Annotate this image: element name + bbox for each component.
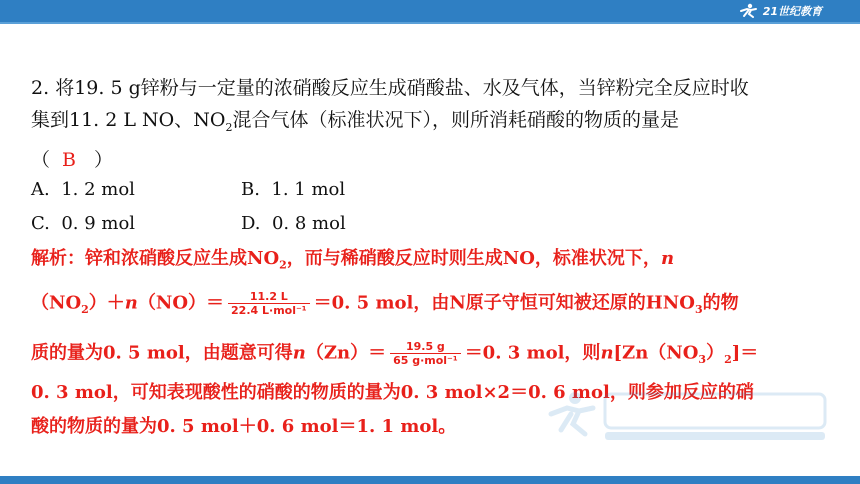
logo-text: 21世纪教育 (762, 5, 822, 18)
option-label: C. (31, 213, 50, 234)
option-b (241, 178, 345, 202)
question-line-2 (31, 104, 831, 144)
option-text: 0. 9 mol (61, 213, 136, 234)
variable-n: n (292, 342, 306, 364)
question-block (31, 72, 831, 176)
solution-line-2 (31, 290, 841, 323)
variable-n: n (124, 292, 138, 314)
question-text-2b: 混合气体（标准状况下），则所消耗硝酸的物质的量是 (232, 109, 679, 131)
option-text: 1. 2 mol (61, 179, 135, 200)
question-number: 2. (31, 77, 50, 99)
bottom-bar (0, 476, 860, 484)
solution-text: ）＋ (88, 292, 125, 314)
option-label: A. (31, 179, 50, 200)
question-text-1: 将19. 5 g锌粉与一定量的浓硝酸反应生成硝酸盐、水及气体，当锌粉完全反应时收 (55, 77, 749, 99)
fraction-numerator: 11.2 L (228, 290, 310, 304)
fraction-mass (390, 340, 461, 367)
fraction-denominator: 65 g·mol⁻¹ (393, 354, 458, 367)
solution-text: ]＝ (731, 342, 759, 364)
option-text: 0. 8 mol (271, 213, 346, 234)
solution-text: ） (706, 342, 725, 364)
fraction-volume (228, 290, 310, 317)
solution-text: ＝0. 3 mol，则 (464, 342, 601, 364)
question-line-1 (31, 72, 831, 104)
solution-text: [Zn（NO (613, 342, 699, 364)
option-a (31, 178, 135, 202)
header-divider (0, 22, 860, 24)
solution-line-4: 0. 3 mol，可知表现酸性的硝酸的物质的量为0. 3 mol×2＝0. 6 mol，则参加反应的硝 (31, 382, 754, 403)
answer-letter: B (62, 148, 76, 171)
variable-n: n (600, 342, 614, 364)
runner-logo-icon (737, 3, 759, 19)
subscript: 2 (81, 303, 89, 317)
option-text: 1. 1 mol (271, 179, 346, 200)
solution-text: （NO (31, 292, 82, 314)
subscript: 3 (694, 303, 703, 317)
paren-open: （ (31, 148, 51, 171)
solution-text: ＝0. 5 mol，由N原子守恒可知被还原的HNO (313, 292, 695, 314)
fraction-denominator: 22.4 L·mol⁻¹ (231, 304, 307, 317)
watermark-logo-icon (545, 386, 835, 446)
top-header-bar (0, 0, 860, 22)
subscript: 2 (225, 120, 233, 134)
option-label: B. (241, 179, 260, 200)
solution-line-3 (31, 340, 841, 373)
solution-line-1 (31, 246, 841, 279)
solution-text: ，而与稀硝酸反应时则生成NO，标准状况下， (286, 248, 661, 269)
paren-close: ） (93, 148, 113, 171)
variable-n: n (660, 248, 675, 269)
solution-text: （NO）＝ (137, 292, 225, 314)
solution-text: 解析：锌和浓硝酸反应生成NO (31, 248, 280, 269)
fraction-numerator: 19.5 g (390, 340, 461, 354)
option-d (241, 212, 346, 236)
option-c (31, 212, 135, 236)
answer-line (31, 144, 831, 176)
solution-text: 的物 (702, 292, 739, 314)
subscript: 3 (698, 353, 707, 367)
solution-text: （Zn）＝ (305, 342, 387, 364)
brand-logo (737, 2, 822, 20)
subscript: 2 (279, 258, 287, 272)
solution-line-5: 酸的物质的量为0. 5 mol＋0. 6 mol＝1. 1 mol。 (31, 416, 457, 437)
solution-text: 质的量为0. 5 mol，由题意可得 (31, 342, 293, 364)
option-label: D. (241, 213, 261, 234)
question-text-2a: 集到11. 2 L NO、NO (31, 109, 226, 131)
subscript: 2 (724, 353, 732, 367)
